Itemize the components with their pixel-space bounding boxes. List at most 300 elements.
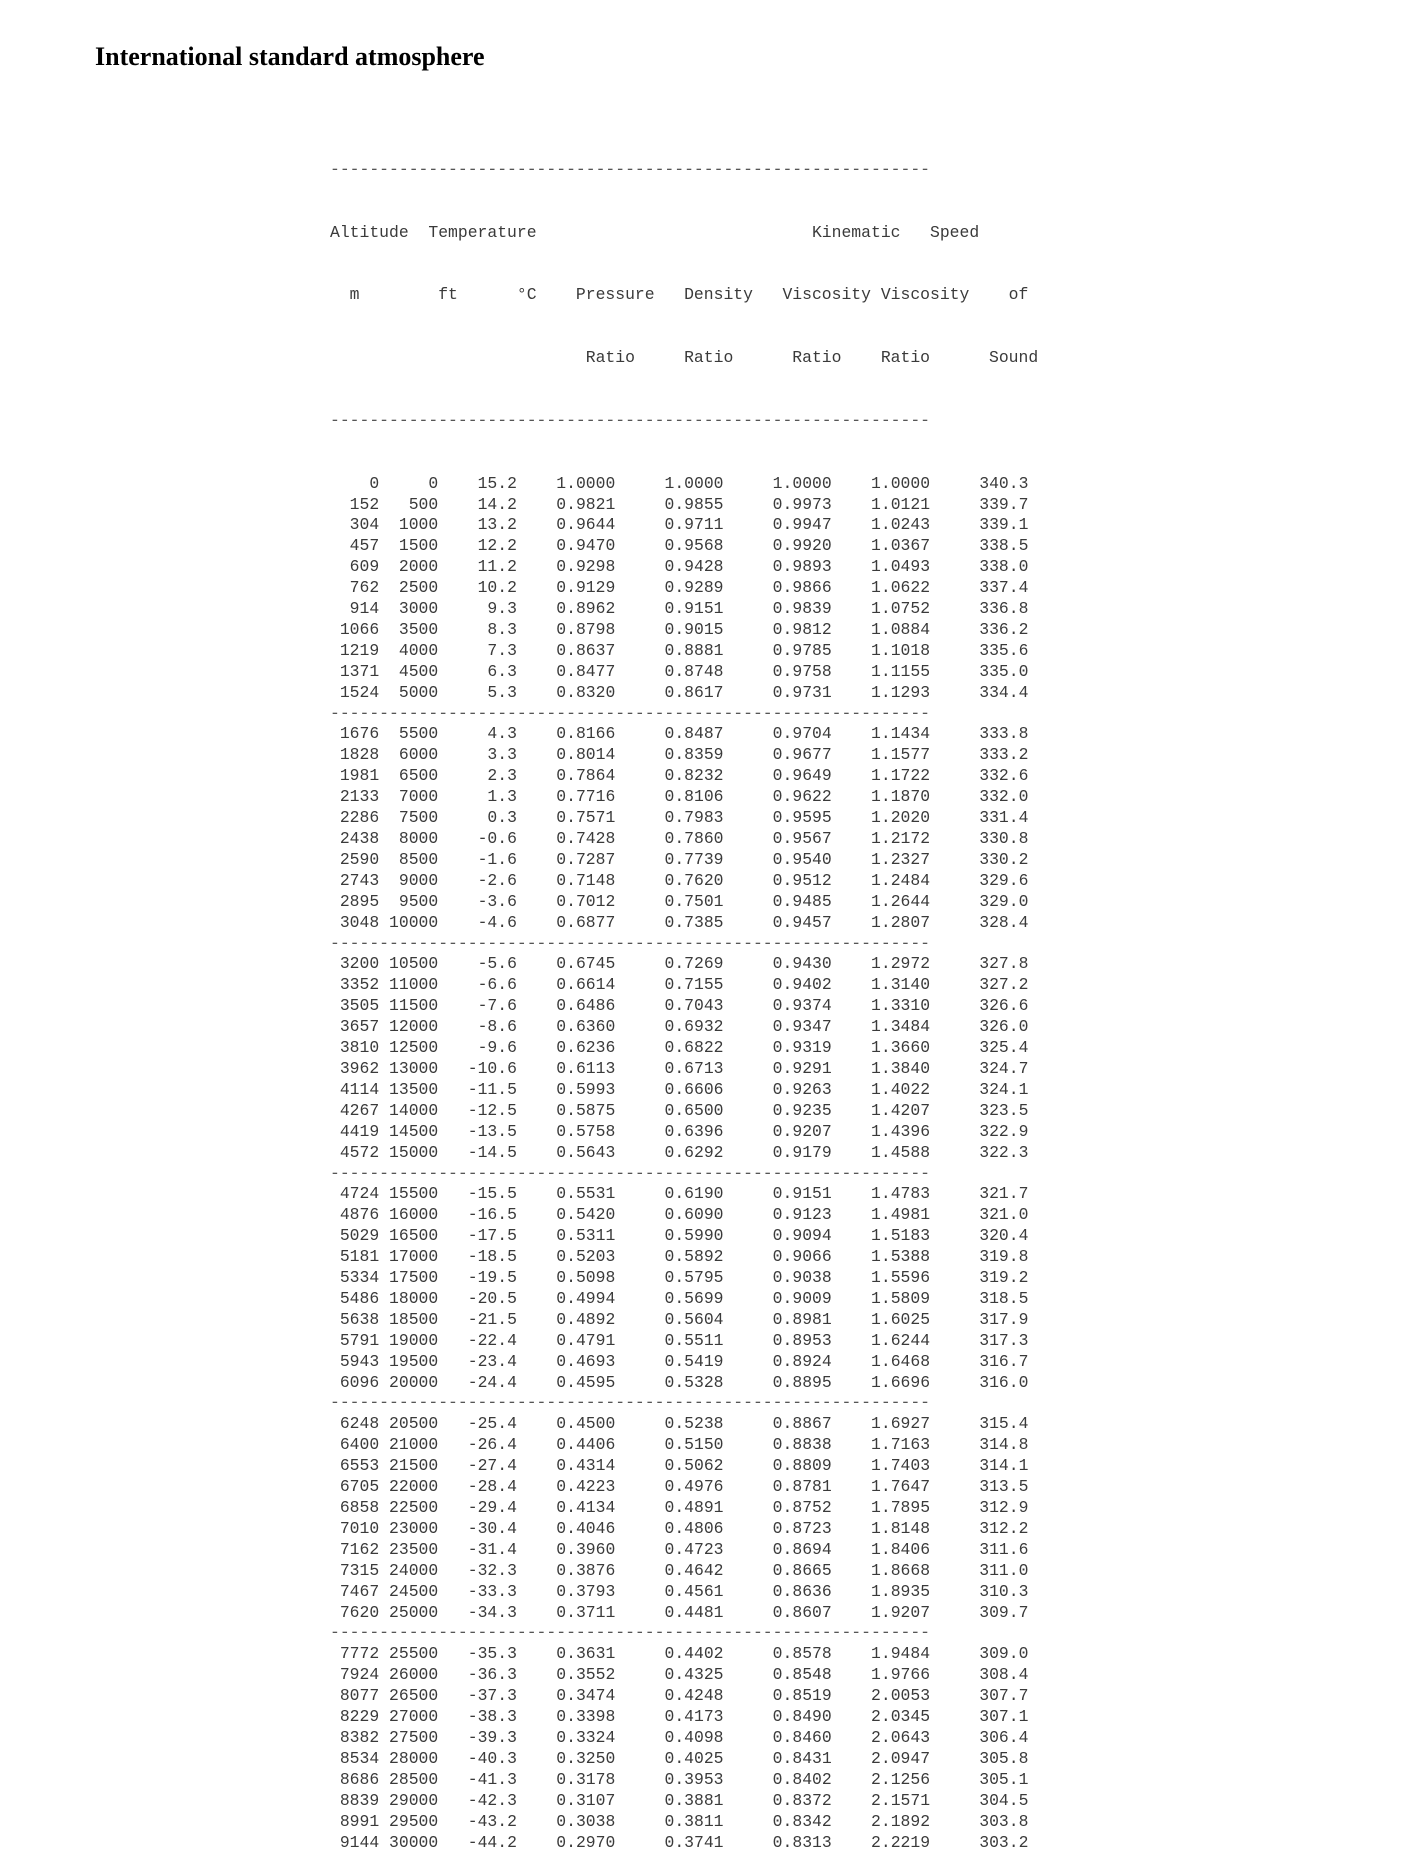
table-row xyxy=(330,954,1038,975)
table-row xyxy=(330,474,1038,495)
table-row xyxy=(330,1184,1038,1205)
header-line-1: Altitude Temperature Kinematic Speed xyxy=(330,223,1038,244)
table-cell: 2.1892 xyxy=(832,1812,930,1831)
table-cell: 1000 xyxy=(379,515,438,534)
table-cell: 6248 xyxy=(330,1414,379,1433)
table-cell: 0.9973 xyxy=(724,495,832,514)
table-cell: -12.5 xyxy=(438,1101,517,1120)
table-cell: 0.6396 xyxy=(615,1122,723,1141)
table-cell: 309.0 xyxy=(930,1644,1028,1663)
table-cell: 324.7 xyxy=(930,1059,1028,1078)
table-cell: 4419 xyxy=(330,1122,379,1141)
table-cell: 0.4561 xyxy=(615,1582,723,1601)
table-cell: 7.3 xyxy=(438,641,517,660)
table-cell: 7467 xyxy=(330,1582,379,1601)
table-cell: -28.4 xyxy=(438,1477,517,1496)
table-cell: 335.0 xyxy=(930,662,1028,681)
table-cell: 9144 xyxy=(330,1833,379,1852)
table-cell: 8077 xyxy=(330,1686,379,1705)
table-cell: 0.9038 xyxy=(724,1268,832,1287)
table-cell: 0.8694 xyxy=(724,1540,832,1559)
table-cell: 457 xyxy=(330,536,379,555)
table-cell: 4114 xyxy=(330,1080,379,1099)
table-cell: 0.7148 xyxy=(517,871,615,890)
table-cell: -33.3 xyxy=(438,1582,517,1601)
table-cell: 1.9207 xyxy=(832,1603,930,1622)
table-cell: 1.2644 xyxy=(832,892,930,911)
table-cell: 0.9428 xyxy=(615,557,723,576)
table-row xyxy=(330,1101,1038,1122)
table-cell: 1.5596 xyxy=(832,1268,930,1287)
table-cell: 316.7 xyxy=(930,1352,1028,1371)
table-cell: 319.2 xyxy=(930,1268,1028,1287)
table-cell: 0.6236 xyxy=(517,1038,615,1057)
table-row xyxy=(330,1749,1038,1770)
table-cell: 339.1 xyxy=(930,515,1028,534)
table-row xyxy=(330,1205,1038,1226)
table-cell: -34.3 xyxy=(438,1603,517,1622)
table-cell: 1.8935 xyxy=(832,1582,930,1601)
table-cell: 336.8 xyxy=(930,599,1028,618)
table-cell: 0.8867 xyxy=(724,1414,832,1433)
table-row xyxy=(330,1770,1038,1791)
table-row xyxy=(330,683,1038,704)
table-cell: 27000 xyxy=(379,1707,438,1726)
table-cell: -20.5 xyxy=(438,1289,517,1308)
table-cell: -9.6 xyxy=(438,1038,517,1057)
table-cell: -14.5 xyxy=(438,1143,517,1162)
table-cell: 3048 xyxy=(330,913,379,932)
table-cell: -37.3 xyxy=(438,1686,517,1705)
table-cell: 327.8 xyxy=(930,954,1028,973)
table-cell: 0.4693 xyxy=(517,1352,615,1371)
table-cell: -38.3 xyxy=(438,1707,517,1726)
table-cell: 16500 xyxy=(379,1226,438,1245)
table-cell: 307.7 xyxy=(930,1686,1028,1705)
table-cell: 1.8148 xyxy=(832,1519,930,1538)
table-cell: 335.6 xyxy=(930,641,1028,660)
table-cell: 8000 xyxy=(379,829,438,848)
table-cell: 0.4806 xyxy=(615,1519,723,1538)
table-cell: 0.6090 xyxy=(615,1205,723,1224)
table-cell: 15.2 xyxy=(438,474,517,493)
table-cell: 5638 xyxy=(330,1310,379,1329)
table-cell: 0.3552 xyxy=(517,1665,615,1684)
page-title: International standard atmosphere xyxy=(95,40,485,74)
table-cell: 12500 xyxy=(379,1038,438,1057)
table-cell: 0.9567 xyxy=(724,829,832,848)
table-row xyxy=(330,1812,1038,1833)
table-cell: 0.8402 xyxy=(724,1770,832,1789)
table-row xyxy=(330,1540,1038,1561)
table-cell: 6.3 xyxy=(438,662,517,681)
table-row xyxy=(330,1414,1038,1435)
table-cell: 24000 xyxy=(379,1561,438,1580)
table-cell: 337.4 xyxy=(930,578,1028,597)
table-cell: 22500 xyxy=(379,1498,438,1517)
table-cell: 1.2484 xyxy=(832,871,930,890)
table-cell: 1828 xyxy=(330,745,379,764)
table-cell: 314.8 xyxy=(930,1435,1028,1454)
table-cell: 1.0000 xyxy=(615,474,723,493)
table-cell: 23000 xyxy=(379,1519,438,1538)
table-cell: 1.2327 xyxy=(832,850,930,869)
table-cell: 340.3 xyxy=(930,474,1028,493)
table-cell: 0.9595 xyxy=(724,808,832,827)
table-cell: 0.5419 xyxy=(615,1352,723,1371)
table-cell: 0.8636 xyxy=(724,1582,832,1601)
table-cell: 324.1 xyxy=(930,1080,1028,1099)
table-cell: 1.4396 xyxy=(832,1122,930,1141)
table-cell: 1.0121 xyxy=(832,495,930,514)
table-cell: 1.4588 xyxy=(832,1143,930,1162)
table-cell: 0.8313 xyxy=(724,1833,832,1852)
table-cell: 322.9 xyxy=(930,1122,1028,1141)
table-cell: 2.1256 xyxy=(832,1770,930,1789)
table-row xyxy=(330,1352,1038,1373)
table-cell: 1.8406 xyxy=(832,1540,930,1559)
table-row xyxy=(330,515,1038,536)
table-cell: 1.3310 xyxy=(832,996,930,1015)
table-cell: 1.1155 xyxy=(832,662,930,681)
table-cell: 0.9866 xyxy=(724,578,832,597)
table-cell: 0.3474 xyxy=(517,1686,615,1705)
table-row xyxy=(330,871,1038,892)
table-cell: 2743 xyxy=(330,871,379,890)
table-cell: 4876 xyxy=(330,1205,379,1224)
table-cell: 3505 xyxy=(330,996,379,1015)
table-cell: 5000 xyxy=(379,683,438,702)
table-cell: 9500 xyxy=(379,892,438,911)
table-cell: 2895 xyxy=(330,892,379,911)
table-cell: 7000 xyxy=(379,787,438,806)
header-line-3: Ratio Ratio Ratio Ratio Sound xyxy=(330,348,1038,369)
table-cell: 0.3711 xyxy=(517,1603,615,1622)
table-cell: 1.0243 xyxy=(832,515,930,534)
table-cell: 0.9066 xyxy=(724,1247,832,1266)
table-cell: 0.8490 xyxy=(724,1707,832,1726)
table-cell: 323.5 xyxy=(930,1101,1028,1120)
table-cell: 8500 xyxy=(379,850,438,869)
table-cell: 5.3 xyxy=(438,683,517,702)
table-cell: 0.4248 xyxy=(615,1686,723,1705)
table-cell: 1.2172 xyxy=(832,829,930,848)
table-cell: 0.9920 xyxy=(724,536,832,555)
table-cell: 1.1870 xyxy=(832,787,930,806)
table-cell: 1.3 xyxy=(438,787,517,806)
table-cell: 327.2 xyxy=(930,975,1028,994)
table-cell: 0.7501 xyxy=(615,892,723,911)
table-cell: 0.4481 xyxy=(615,1603,723,1622)
table-row xyxy=(330,1456,1038,1477)
table-cell: 0.7155 xyxy=(615,975,723,994)
table-cell: 5029 xyxy=(330,1226,379,1245)
table-cell: 1981 xyxy=(330,766,379,785)
table-cell: 0.6500 xyxy=(615,1101,723,1120)
table-cell: 325.4 xyxy=(930,1038,1028,1057)
table-cell: 0.9374 xyxy=(724,996,832,1015)
table-cell: 0.8548 xyxy=(724,1665,832,1684)
table-cell: 21500 xyxy=(379,1456,438,1475)
table-cell: 338.0 xyxy=(930,557,1028,576)
table-cell: 0.8342 xyxy=(724,1812,832,1831)
table-cell: 0.7012 xyxy=(517,892,615,911)
table-cell: 5334 xyxy=(330,1268,379,1287)
table-cell: 0.9821 xyxy=(517,495,615,514)
table-cell: 0.6113 xyxy=(517,1059,615,1078)
table-cell: 21000 xyxy=(379,1435,438,1454)
table-cell: 0.3178 xyxy=(517,1770,615,1789)
table-cell: 0.4314 xyxy=(517,1456,615,1475)
table-cell: -4.6 xyxy=(438,913,517,932)
table-cell: 0.9263 xyxy=(724,1080,832,1099)
table-cell: 0.9893 xyxy=(724,557,832,576)
table-cell: -2.6 xyxy=(438,871,517,890)
table-cell: 10.2 xyxy=(438,578,517,597)
table-cell: 306.4 xyxy=(930,1728,1028,1747)
table-cell: -0.6 xyxy=(438,829,517,848)
table-cell: 3500 xyxy=(379,620,438,639)
table-cell: 0.4891 xyxy=(615,1498,723,1517)
table-cell: 313.5 xyxy=(930,1477,1028,1496)
table-cell: -1.6 xyxy=(438,850,517,869)
table-cell: 318.5 xyxy=(930,1289,1028,1308)
table-cell: 0.8460 xyxy=(724,1728,832,1747)
table-cell: 0.6932 xyxy=(615,1017,723,1036)
table-row xyxy=(330,1791,1038,1812)
table-row xyxy=(330,745,1038,766)
table-cell: 8991 xyxy=(330,1812,379,1831)
table-cell: 30000 xyxy=(379,1833,438,1852)
table-cell: 0.3881 xyxy=(615,1791,723,1810)
table-cell: 338.5 xyxy=(930,536,1028,555)
table-cell: 0.6877 xyxy=(517,913,615,932)
table-cell: 0.5758 xyxy=(517,1122,615,1141)
separator-line: ------------------------------------------------------------- xyxy=(330,411,1038,432)
table-cell: 2.2219 xyxy=(832,1833,930,1852)
table-cell: 3000 xyxy=(379,599,438,618)
table-cell: 6400 xyxy=(330,1435,379,1454)
table-cell: 6553 xyxy=(330,1456,379,1475)
table-cell: 1.6025 xyxy=(832,1310,930,1329)
table-cell: 8382 xyxy=(330,1728,379,1747)
table-cell: 9.3 xyxy=(438,599,517,618)
table-cell: 609 xyxy=(330,557,379,576)
table-cell: 331.4 xyxy=(930,808,1028,827)
table-cell: 0.8953 xyxy=(724,1331,832,1350)
table-cell: 0.7864 xyxy=(517,766,615,785)
table-cell: 1.7895 xyxy=(832,1498,930,1517)
table-cell: 1.3140 xyxy=(832,975,930,994)
table-row xyxy=(330,1582,1038,1603)
table-cell: 6500 xyxy=(379,766,438,785)
table-cell: 333.8 xyxy=(930,724,1028,743)
table-cell: -24.4 xyxy=(438,1373,517,1392)
table-cell: -44.2 xyxy=(438,1833,517,1852)
separator-line: ------------------------------------------------------------- xyxy=(330,1164,1038,1185)
table-cell: 11.2 xyxy=(438,557,517,576)
table-cell: 0.9457 xyxy=(724,913,832,932)
table-cell: 0.8881 xyxy=(615,641,723,660)
table-cell: 0.8637 xyxy=(517,641,615,660)
header-line-2: m ft °C Pressure Density Viscosity Viscosity of xyxy=(330,285,1038,306)
table-cell: -31.4 xyxy=(438,1540,517,1559)
table-cell: 320.4 xyxy=(930,1226,1028,1245)
table-cell: 310.3 xyxy=(930,1582,1028,1601)
table-cell: 18000 xyxy=(379,1289,438,1308)
table-cell: 0.3250 xyxy=(517,1749,615,1768)
table-row xyxy=(330,892,1038,913)
table-cell: 0.4325 xyxy=(615,1665,723,1684)
table-cell: 0.8477 xyxy=(517,662,615,681)
table-cell: 0.8014 xyxy=(517,745,615,764)
table-cell: 0.4994 xyxy=(517,1289,615,1308)
table-cell: 315.4 xyxy=(930,1414,1028,1433)
table-cell: 25000 xyxy=(379,1603,438,1622)
table-cell: 1.0000 xyxy=(517,474,615,493)
table-cell: 0.8372 xyxy=(724,1791,832,1810)
table-cell: 2.0053 xyxy=(832,1686,930,1705)
table-cell: 0.8798 xyxy=(517,620,615,639)
table-cell: 0.9151 xyxy=(615,599,723,618)
table-cell: 914 xyxy=(330,599,379,618)
table-cell: 1.9766 xyxy=(832,1665,930,1684)
table-cell: 330.2 xyxy=(930,850,1028,869)
table-cell: 0.8781 xyxy=(724,1477,832,1496)
table-cell: 762 xyxy=(330,578,379,597)
table-cell: 24500 xyxy=(379,1582,438,1601)
table-cell: 2.3 xyxy=(438,766,517,785)
table-cell: 1.5388 xyxy=(832,1247,930,1266)
table-cell: 14.2 xyxy=(438,495,517,514)
table-cell: 319.8 xyxy=(930,1247,1028,1266)
separator-line: ------------------------------------------------------------- xyxy=(330,934,1038,955)
table-cell: 4724 xyxy=(330,1184,379,1203)
table-cell: 0.4402 xyxy=(615,1644,723,1663)
table-cell: -18.5 xyxy=(438,1247,517,1266)
table-row xyxy=(330,1561,1038,1582)
table-cell: 1.6696 xyxy=(832,1373,930,1392)
table-cell: -10.6 xyxy=(438,1059,517,1078)
table-cell: 0.7983 xyxy=(615,808,723,827)
table-cell: 333.2 xyxy=(930,745,1028,764)
table-cell: 3.3 xyxy=(438,745,517,764)
table-cell: 0.9347 xyxy=(724,1017,832,1036)
table-cell: 0.9512 xyxy=(724,871,832,890)
table-row xyxy=(330,1331,1038,1352)
table-cell: -22.4 xyxy=(438,1331,517,1350)
table-cell: 1.4981 xyxy=(832,1205,930,1224)
table-cell: 1.3660 xyxy=(832,1038,930,1057)
table-cell: 332.0 xyxy=(930,787,1028,806)
table-cell: 1.7403 xyxy=(832,1456,930,1475)
table-cell: 0.5795 xyxy=(615,1268,723,1287)
table-cell: 0.6614 xyxy=(517,975,615,994)
table-cell: 304 xyxy=(330,515,379,534)
table-cell: 0.4223 xyxy=(517,1477,615,1496)
table-cell: 0.8665 xyxy=(724,1561,832,1580)
table-cell: 10500 xyxy=(379,954,438,973)
table-cell: 1.1293 xyxy=(832,683,930,702)
table-cell: -11.5 xyxy=(438,1080,517,1099)
table-cell: 0.3324 xyxy=(517,1728,615,1747)
table-cell: 27500 xyxy=(379,1728,438,1747)
table-row xyxy=(330,1310,1038,1331)
table-cell: -25.4 xyxy=(438,1414,517,1433)
table-cell: 0.3398 xyxy=(517,1707,615,1726)
table-cell: 6000 xyxy=(379,745,438,764)
table-cell: 8.3 xyxy=(438,620,517,639)
table-cell: 0.4098 xyxy=(615,1728,723,1747)
table-cell: 0.9289 xyxy=(615,578,723,597)
table-row xyxy=(330,1122,1038,1143)
table-cell: 0.8924 xyxy=(724,1352,832,1371)
table-cell: 0.7571 xyxy=(517,808,615,827)
table-cell: -43.2 xyxy=(438,1812,517,1831)
table-cell: 304.5 xyxy=(930,1791,1028,1810)
table-cell: 6705 xyxy=(330,1477,379,1496)
table-cell: 311.0 xyxy=(930,1561,1028,1580)
table-cell: 0.7716 xyxy=(517,787,615,806)
table-cell: 1.2972 xyxy=(832,954,930,973)
table-cell: 0.7043 xyxy=(615,996,723,1015)
table-cell: 152 xyxy=(330,495,379,514)
table-cell: 314.1 xyxy=(930,1456,1028,1475)
table-cell: 309.7 xyxy=(930,1603,1028,1622)
table-cell: 0.5098 xyxy=(517,1268,615,1287)
table-cell: 14000 xyxy=(379,1101,438,1120)
table-cell: 326.6 xyxy=(930,996,1028,1015)
table-row xyxy=(330,1268,1038,1289)
table-cell: 1.0622 xyxy=(832,578,930,597)
table-cell: 2500 xyxy=(379,578,438,597)
table-cell: 307.1 xyxy=(930,1707,1028,1726)
table-cell: 0.9291 xyxy=(724,1059,832,1078)
table-cell: 312.9 xyxy=(930,1498,1028,1517)
table-cell: 0.6292 xyxy=(615,1143,723,1162)
table-cell: 2590 xyxy=(330,850,379,869)
table-cell: 0.3811 xyxy=(615,1812,723,1831)
table-cell: 0.5993 xyxy=(517,1080,615,1099)
table-row xyxy=(330,1833,1038,1853)
table-cell: 0.5150 xyxy=(615,1435,723,1454)
table-cell: 17000 xyxy=(379,1247,438,1266)
table-row xyxy=(330,1080,1038,1101)
table-cell: 8686 xyxy=(330,1770,379,1789)
table-cell: 1066 xyxy=(330,620,379,639)
table-cell: 0.8895 xyxy=(724,1373,832,1392)
table-cell: 339.7 xyxy=(930,495,1028,514)
table-cell: 2133 xyxy=(330,787,379,806)
table-cell: 0 xyxy=(330,474,379,493)
table-cell: 7162 xyxy=(330,1540,379,1559)
table-cell: 1.2020 xyxy=(832,808,930,827)
table-cell: 5943 xyxy=(330,1352,379,1371)
table-cell: 0.9123 xyxy=(724,1205,832,1224)
table-row xyxy=(330,557,1038,578)
table-cell: 0.8617 xyxy=(615,683,723,702)
table-cell: 0.3876 xyxy=(517,1561,615,1580)
table-cell: 0.9485 xyxy=(724,892,832,911)
table-cell: 0.9015 xyxy=(615,620,723,639)
table-cell: 0.6606 xyxy=(615,1080,723,1099)
table-cell: 0.8431 xyxy=(724,1749,832,1768)
table-cell: -19.5 xyxy=(438,1268,517,1287)
table-cell: 14500 xyxy=(379,1122,438,1141)
table-cell: 9000 xyxy=(379,871,438,890)
table-cell: 303.8 xyxy=(930,1812,1028,1831)
table-cell: 326.0 xyxy=(930,1017,1028,1036)
